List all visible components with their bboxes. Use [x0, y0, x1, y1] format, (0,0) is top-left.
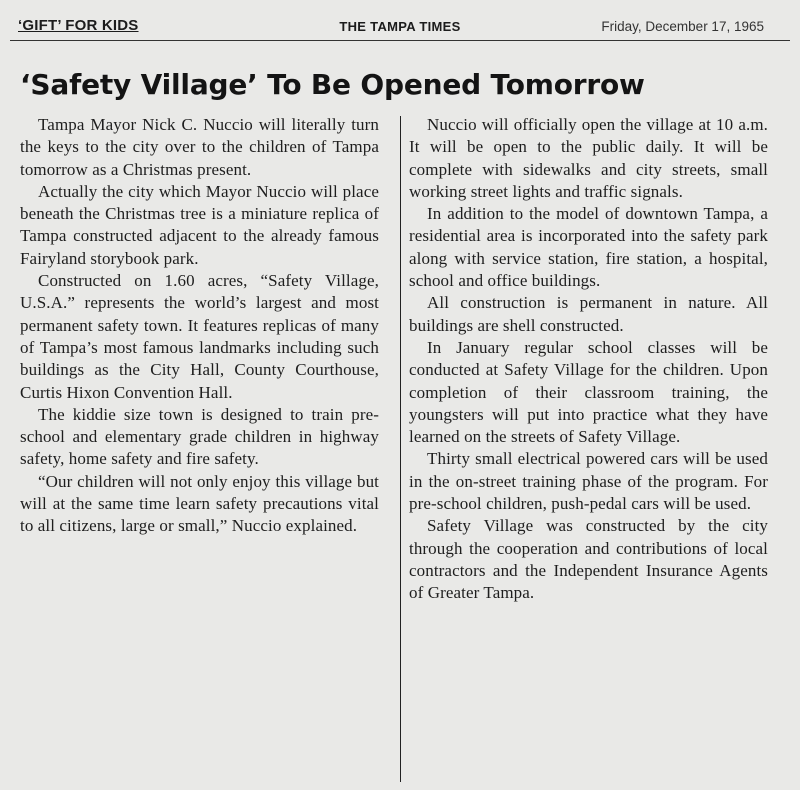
- section-label: ‘GIFT’ FOR KIDS: [18, 17, 139, 34]
- publication-date: Friday, December 17, 1965: [601, 19, 764, 34]
- paragraph: All construction is permanent in nature. All buildings are shell constructed.: [409, 293, 768, 335]
- article-headline: ‘Safety Village’ To Be Opened Tomorrow: [20, 68, 645, 101]
- article-body: [20, 114, 782, 786]
- paragraph: In January regular school classes will be conducted at Safety Village for the children. Upon completion of their classroom training, the youngsters will put into practice what they have learned on the streets of Safety Village.: [409, 337, 768, 447]
- paragraph: Thirty small electrical powered cars will be used in the on-street training phase of the program. For pre-school children, push-pedal cars will be used.: [409, 449, 768, 514]
- newspaper-name: THE TAMPA TIMES: [339, 19, 461, 34]
- paragraph: Safety Village was constructed by the city through the cooperation and contributions of local contractors and the Independent Insurance Agents of Greater Tampa.: [409, 516, 768, 603]
- page-header: [10, 0, 790, 41]
- column-divider: [400, 116, 401, 782]
- paragraph: Constructed on 1.60 acres, “Safety Village, U.S.A.” represents the world’s largest and most permanent safety town. It features replicas of many of Tampa’s most famous landmarks including such buildings as the City Hall, County Courthouse, Curtis Hixon Convention Hall.: [20, 271, 379, 402]
- right-column: [409, 114, 768, 605]
- paragraph: Tampa Mayor Nick C. Nuccio will literally turn the keys to the city over to the children of Tampa tomorrow as a Christmas present.: [20, 115, 379, 179]
- paragraph: “Our children will not only enjoy this village but will at the same time learn safety precautions vital to all citizens, large or small,” Nuccio explained.: [20, 471, 379, 536]
- paragraph: In addition to the model of downtown Tampa, a residential area is incorporated into the safety park along with service station, fire station, a hospital, school and office buildings.: [409, 204, 768, 291]
- paragraph: Actually the city which Mayor Nuccio will place beneath the Christmas tree is a miniature replica of Tampa constructed adjacent to the already famous Fairyland storybook park.: [20, 181, 379, 268]
- paragraph: The kiddie size town is designed to train pre-school and elementary grade children in highway safety, home safety and fire safety.: [20, 404, 379, 469]
- left-column: [20, 114, 379, 538]
- paragraph: Nuccio will officially open the village at 10 a.m. It will be open to the public daily. It will be complete with sidewalks and city streets, small working street lights and traffic signals.: [409, 115, 768, 201]
